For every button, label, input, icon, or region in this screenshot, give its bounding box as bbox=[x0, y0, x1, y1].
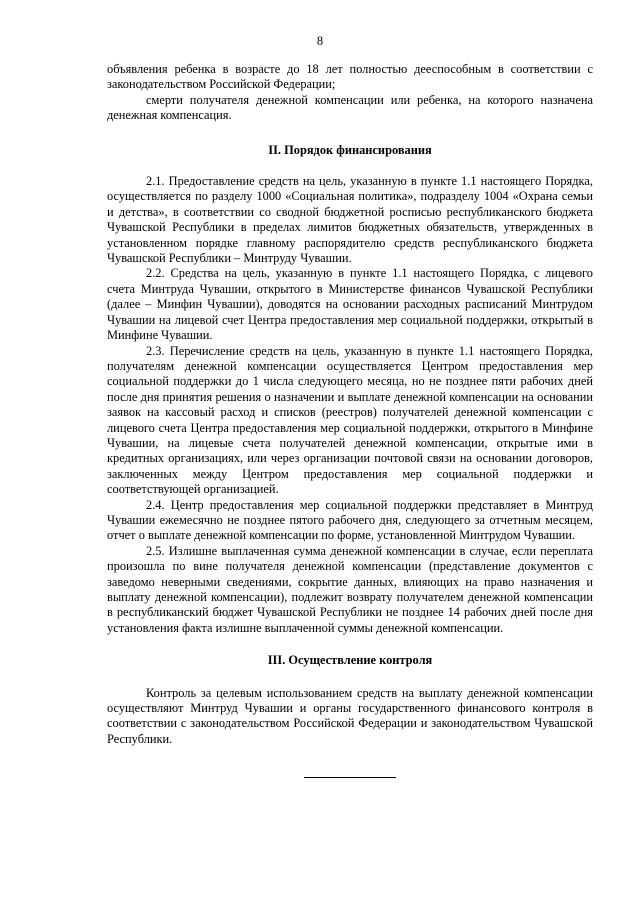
document-body bbox=[107, 62, 593, 778]
paragraph-2-5: 2.5. Излишне выплаченная сумма денежной компенсации в случае, если переплата произошла по вине получателя денежной компенсации (представление документов с заведомо неверными сведениями, сокрытие данных, влияющих на право назначения и выплату денежной компенсации), подлежит возврату получателем денежной компенсации в республиканский бюджет Чувашской Республики не позднее 14 рабочих дней после дня установления факта излишне выплаченной суммы денежной компенсации. bbox=[107, 543, 593, 635]
paragraph-3-1: Контроль за целевым использованием средств на выплату денежной компенсации осуществляют Минтруд Чувашии и органы государственного финансового контроля в соответствии с законодательством Российской Федерации и законодательством Чувашской Республики. bbox=[107, 685, 593, 746]
section-3-heading: III. Осуществление контроля bbox=[267, 653, 433, 668]
paragraph-2-1: 2.1. Предоставление средств на цель, указанную в пункте 1.1 настоящего Порядка, осуществляется по разделу 1000 «Социальная политика», подразделу 1004 «Охрана семьи и детства», в соответствии со сводной бюджетной росписью республиканского бюджета Чувашской Республики в пределах лимитов бюджетных обязательств, утвержденных в установленном порядке главному распорядителю средств республиканского бюджета Чувашской Республики – Минтруду Чувашии. bbox=[107, 174, 593, 266]
paragraph-2-4: 2.4. Центр предоставления мер социальной поддержки представляет в Минтруд Чувашии ежемесячно не позднее пятого рабочего дня, следующего за отчетным месяцем, отчет о выплате денежной компенсации по форме, установленной Минтрудом Чувашии. bbox=[107, 497, 593, 543]
spacer bbox=[107, 158, 593, 174]
spacer bbox=[107, 636, 593, 653]
spacer bbox=[107, 669, 593, 686]
paragraph-2-3: 2.3. Перечисление средств на цель, указанную в пункте 1.1 настоящего Порядка, получателям денежной компенсации осуществляется Центром предоставления мер социальной поддержки до 1 числа следующего месяца, но не позднее пяти рабочих дней после дня принятия решения о назначении и выплате денежной компенсации на основании заявок на кассовый расход и списков (реестров) получателей денежной компенсации с лицевого счета Центра предоставления мер социальной поддержки, открытого в Минфине Чувашии, на лицевые счета получателей денежной компенсации, открытые ими в кредитных организациях, или через организации почтовой связи на основании договоров, заключенных между Центром предоставления мер социальной поддержки и соответствующей организацией. bbox=[107, 343, 593, 497]
intro-paragraph: смерти получателя денежной компенсации или ребенка, на которого назначена денежная компенсация. bbox=[107, 92, 593, 123]
page-number: 8 bbox=[316, 34, 324, 48]
intro-paragraph: объявления ребенка в возрасте до 18 лет полностью дееспособным в соответствии с законодательством Российской Федерации; bbox=[107, 62, 593, 92]
paragraph-2-2: 2.2. Средства на цель, указанную в пункте 1.1 настоящего Порядка, с лицевого счета Минтруда Чувашии, открытого в Министерстве финансов Чувашской Республики (далее – Минфин Чувашии), доводятся на основании расходных расписаний Минтрудом Чувашии на лицевой счет Центра предоставления мер социальной поддержки, открытый в Минфине Чувашии. bbox=[107, 266, 593, 343]
end-of-document-rule bbox=[304, 777, 396, 778]
section-2-heading: II. Порядок финансирования bbox=[268, 142, 432, 157]
spacer bbox=[107, 124, 593, 143]
